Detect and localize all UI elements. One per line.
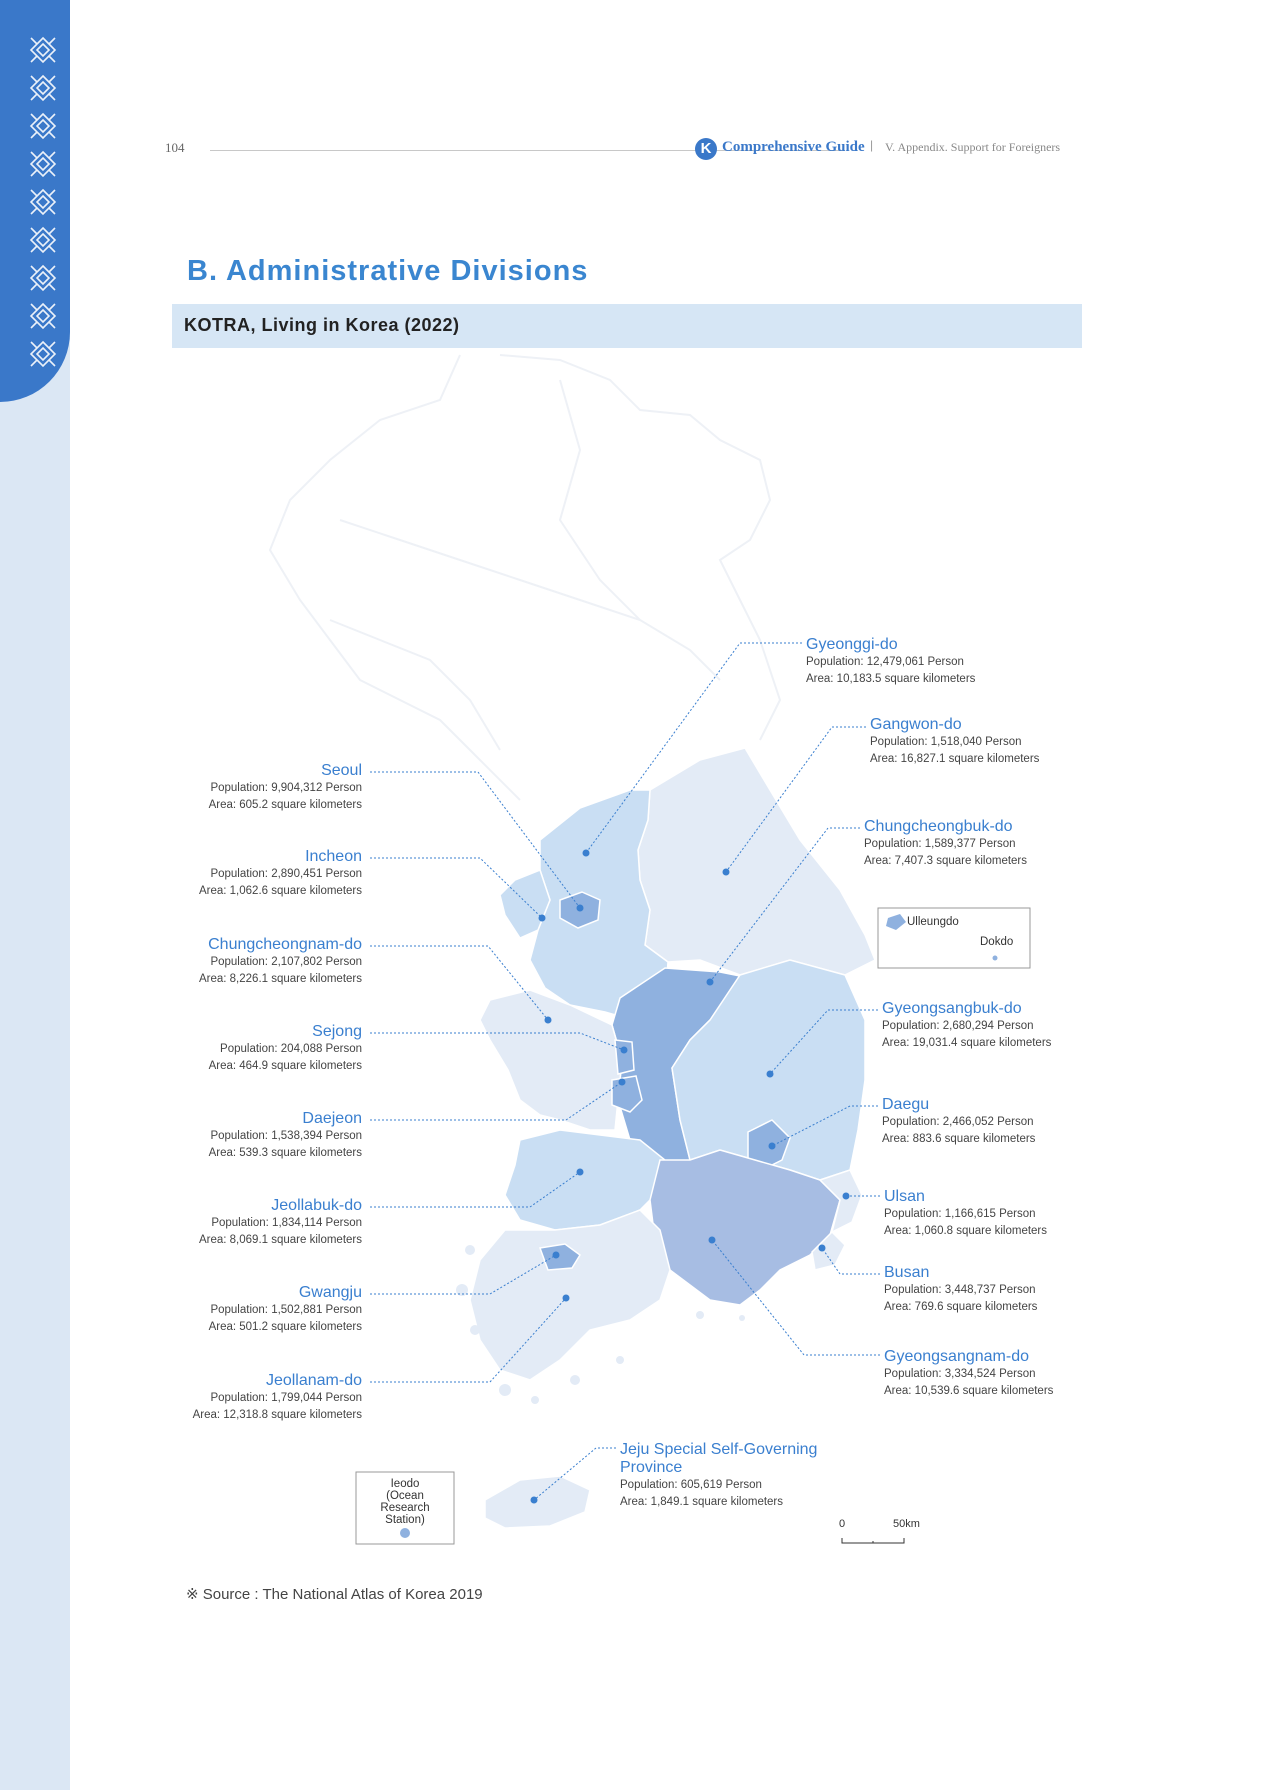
north-korea-outline xyxy=(270,355,780,800)
label-gyeongnam xyxy=(884,1348,1053,1400)
ieodo-label-group xyxy=(357,1478,453,1526)
k-logo-icon: K xyxy=(695,138,717,160)
region-name-sejong: Sejong xyxy=(312,1023,362,1040)
region-area-gangwon: Area: 16,827.1 square kilometers xyxy=(870,753,1040,765)
region-marker-daegu xyxy=(769,1143,776,1150)
region-name-gwangju: Gwangju xyxy=(298,1284,362,1301)
region-jeonnam xyxy=(470,1210,670,1380)
region-area-chungnam: Area: 8,226.1 square kilometers xyxy=(198,973,362,985)
region-population-ulsan: Population: 1,166,615 Person xyxy=(884,1208,1036,1220)
region-marker-busan xyxy=(819,1245,826,1252)
region-gangwon xyxy=(638,748,875,975)
scale-start-label: 0 xyxy=(839,1518,846,1530)
label-gyeongbuk xyxy=(882,1000,1051,1052)
section-title: B. Administrative Divisions xyxy=(187,255,589,287)
region-population-gyeongnam: Population: 3,334,524 Person xyxy=(884,1368,1036,1380)
region-name-gyeonggi: Gyeonggi-do xyxy=(806,636,898,653)
region-name-chungnam: Chungcheongnam-do xyxy=(208,936,362,953)
label-gyeonggi xyxy=(806,636,975,688)
source-note: ※ Source : The National Atlas of Korea 2019 xyxy=(186,1586,483,1603)
region-marker-incheon xyxy=(539,915,546,922)
region-sejong xyxy=(615,1040,634,1074)
region-marker-ulsan xyxy=(843,1193,850,1200)
region-name-jeju: Jeju Special Self-Governing Province xyxy=(620,1441,818,1476)
region-name-incheon: Incheon xyxy=(305,848,362,865)
region-marker-jeonbuk xyxy=(577,1169,584,1176)
label-jeonbuk xyxy=(199,1197,362,1249)
region-marker-gyeongbuk xyxy=(767,1071,774,1078)
region-name-jeonbuk: Jeollabuk-do xyxy=(271,1197,362,1214)
label-ulsan xyxy=(884,1188,1047,1240)
label-jeju xyxy=(620,1441,860,1511)
region-name-jeonnam: Jeollanam-do xyxy=(265,1372,362,1389)
region-area-gyeongbuk: Area: 19,031.4 square kilometers xyxy=(882,1037,1052,1049)
label-daegu xyxy=(882,1096,1035,1148)
header-section-title: V. Appendix. Support for Foreigners xyxy=(885,140,1061,154)
region-name-daejeon: Daejeon xyxy=(302,1110,362,1127)
region-population-daegu: Population: 2,466,052 Person xyxy=(882,1116,1034,1128)
region-population-gyeonggi: Population: 12,479,061 Person xyxy=(806,656,964,668)
label-sejong xyxy=(209,1023,362,1075)
dokdo-label: Dokdo xyxy=(980,936,1014,948)
region-population-incheon: Population: 2,890,451 Person xyxy=(210,868,362,880)
region-area-gwangju: Area: 501.2 square kilometers xyxy=(208,1321,362,1333)
ieodo-label: Ieodo xyxy=(390,1478,420,1490)
subtitle-text: KOTRA, Living in Korea (2022) xyxy=(184,315,460,335)
ieodo-marker xyxy=(400,1528,410,1538)
region-area-seoul: Area: 605.2 square kilometers xyxy=(208,799,362,811)
region-name-gangwon: Gangwon-do xyxy=(870,716,962,733)
region-area-incheon: Area: 1,062.6 square kilometers xyxy=(198,885,362,897)
region-population-daejeon: Population: 1,538,394 Person xyxy=(210,1130,362,1142)
region-area-gyeongnam: Area: 10,539.6 square kilometers xyxy=(884,1385,1054,1397)
region-area-ulsan: Area: 1,060.8 square kilometers xyxy=(884,1225,1048,1237)
region-marker-gyeongnam xyxy=(709,1237,716,1244)
ieodo-note: (Ocean Research Station) xyxy=(380,1490,430,1526)
region-population-busan: Population: 3,448,737 Person xyxy=(884,1284,1036,1296)
region-jeju xyxy=(485,1476,590,1528)
region-population-jeonbuk: Population: 1,834,114 Person xyxy=(211,1217,362,1229)
region-name-busan: Busan xyxy=(884,1264,930,1281)
scale-end-label: 50km xyxy=(893,1518,920,1530)
region-population-chungnam: Population: 2,107,802 Person xyxy=(210,956,362,968)
region-population-gyeongbuk: Population: 2,680,294 Person xyxy=(882,1020,1034,1032)
region-marker-gyeonggi xyxy=(583,850,590,857)
label-jeonnam xyxy=(193,1372,362,1424)
ulleungdo-label: Ulleungdo xyxy=(907,916,959,928)
region-area-daegu: Area: 883.6 square kilometers xyxy=(882,1133,1036,1145)
region-area-busan: Area: 769.6 square kilometers xyxy=(884,1301,1038,1313)
header-separator: | xyxy=(870,138,874,152)
region-marker-chungbuk xyxy=(707,979,714,986)
region-area-sejong: Area: 464.9 square kilometers xyxy=(208,1060,362,1072)
region-area-jeju: Area: 1,849.1 square kilometers xyxy=(620,1496,784,1508)
region-marker-sejong xyxy=(621,1047,628,1054)
region-marker-jeonnam xyxy=(563,1295,570,1302)
label-chungbuk xyxy=(864,818,1027,870)
label-busan xyxy=(884,1264,1037,1316)
label-chungnam xyxy=(199,936,362,988)
region-area-chungbuk: Area: 7,407.3 square kilometers xyxy=(864,855,1028,867)
region-marker-jeju xyxy=(531,1497,538,1504)
label-daejeon xyxy=(209,1110,362,1162)
region-marker-daejeon xyxy=(619,1079,626,1086)
label-incheon xyxy=(199,848,362,900)
region-name-seoul: Seoul xyxy=(321,762,362,779)
label-gwangju xyxy=(209,1284,362,1336)
region-name-ulsan: Ulsan xyxy=(884,1188,925,1205)
region-population-jeju: Population: 605,619 Person xyxy=(620,1479,762,1491)
region-name-chungbuk: Chungcheongbuk-do xyxy=(864,818,1013,835)
label-gangwon xyxy=(870,716,1039,768)
region-marker-gwangju xyxy=(553,1252,560,1259)
region-name-gyeongbuk: Gyeongsangbuk-do xyxy=(882,1000,1022,1017)
scale-bar xyxy=(842,1538,904,1543)
region-population-jeonnam: Population: 1,799,044 Person xyxy=(210,1392,362,1404)
region-area-jeonbuk: Area: 8,069.1 square kilometers xyxy=(198,1234,362,1246)
region-population-seoul: Population: 9,904,312 Person xyxy=(210,782,362,794)
region-population-gwangju: Population: 1,502,881 Person xyxy=(210,1304,362,1316)
region-area-daejeon: Area: 539.3 square kilometers xyxy=(208,1147,362,1159)
page-number: 104 xyxy=(165,140,185,155)
region-marker-seoul xyxy=(577,905,584,912)
label-seoul xyxy=(209,762,362,814)
region-name-gyeongnam: Gyeongsangnam-do xyxy=(884,1348,1029,1365)
region-population-chungbuk: Population: 1,589,377 Person xyxy=(864,838,1016,850)
region-population-sejong: Population: 204,088 Person xyxy=(220,1043,362,1055)
region-area-gyeonggi: Area: 10,183.5 square kilometers xyxy=(806,673,976,685)
guide-title: Comprehensive Guide xyxy=(722,139,865,155)
region-marker-chungnam xyxy=(545,1017,552,1024)
dokdo-island xyxy=(993,956,998,961)
region-name-daegu: Daegu xyxy=(882,1096,930,1113)
region-area-jeonnam: Area: 12,318.8 square kilometers xyxy=(192,1409,362,1421)
region-marker-gangwon xyxy=(723,869,730,876)
region-population-gangwon: Population: 1,518,040 Person xyxy=(870,736,1022,748)
